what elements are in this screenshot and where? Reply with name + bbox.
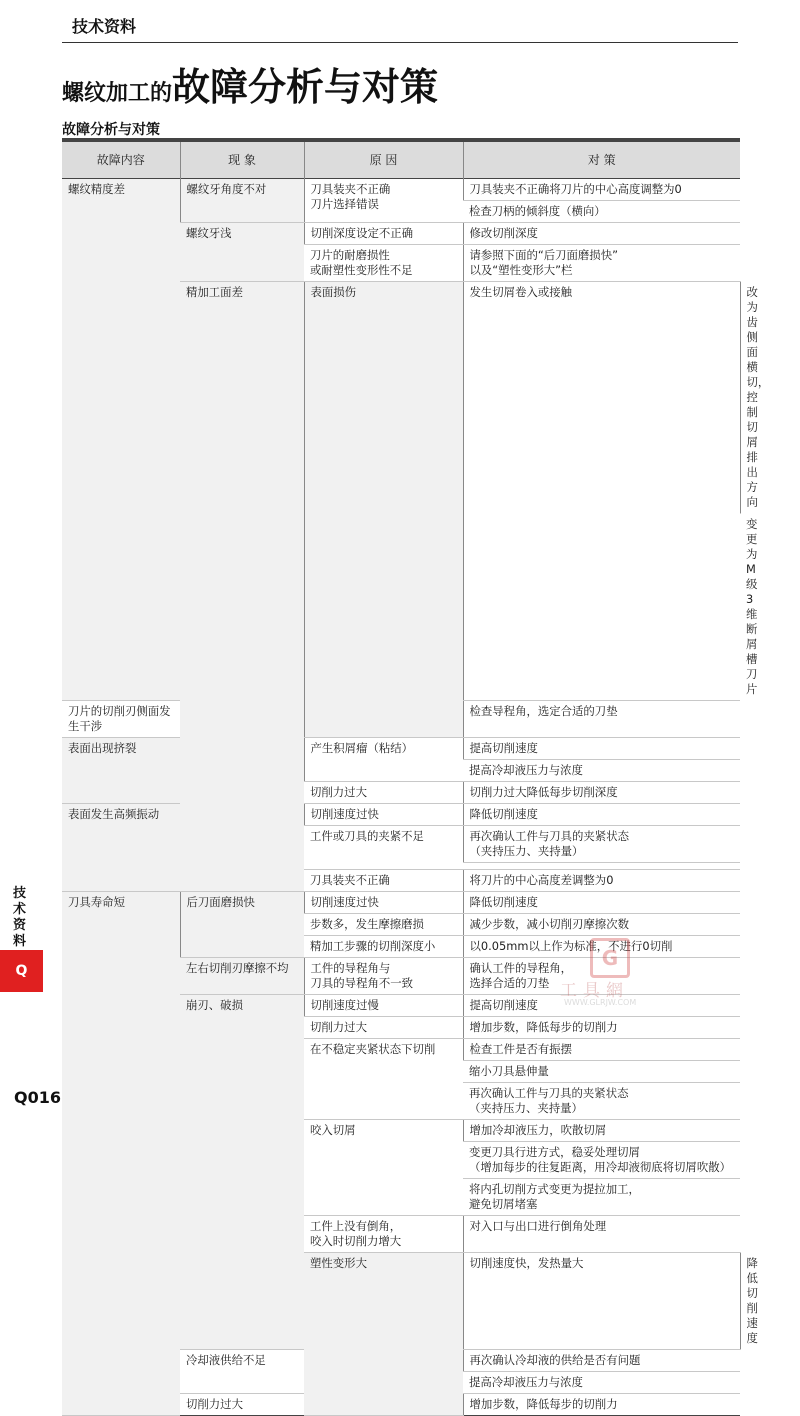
page-title — [62, 56, 438, 111]
column-header: 故障内容 — [96, 152, 145, 167]
measure-cell: 提高冷却液压力与浓度 — [463, 760, 740, 782]
table-row: 塑性变形大 切削速度快，发热量大 降低切削速度 — [62, 1253, 740, 1350]
measure-cell: 再次确认工件与刀具的夹紧状态 （夹持压力、夹持量） — [463, 826, 740, 863]
measure-cell: 增加冷却液压力，吹散切屑 — [463, 1120, 740, 1142]
table-row — [62, 804, 740, 826]
measure-cell — [463, 863, 740, 870]
cause-cell: 切削速度过快 — [304, 804, 463, 826]
table-row: 精加工面差 表面损伤 发生切屑卷入或接触 改为齿侧面横切， 控制切屑排出方向 — [62, 282, 740, 514]
symptom-cell: 表面发生高频振动 — [62, 804, 180, 892]
measure-cell: 缩小刀具悬伸量 — [463, 1061, 740, 1083]
cause-cell: 切削力过大 — [304, 782, 463, 804]
cause-cell: 刀具装夹不正确 — [304, 870, 463, 892]
cause-cell: 咬入切屑 — [304, 1120, 463, 1216]
cause-cell: 刀具装夹不正确 刀片选择错误 — [304, 179, 463, 223]
measure-cell: 对入口与出口进行倒角处理 — [463, 1216, 740, 1253]
table-row — [62, 738, 740, 760]
symptom-cell: 螺纹牙角度不对 — [180, 179, 304, 223]
measure-cell: 检查工件是否有振摆 — [463, 1039, 740, 1061]
title-prefix: 螺纹加工的 — [62, 81, 173, 106]
title-main: 故障分析与对策 — [172, 65, 439, 109]
measure-cell: 检查导程角，选定合适的刀垫 — [463, 701, 740, 738]
table-header-row — [62, 140, 740, 179]
watermark-logo-icon: G — [590, 938, 630, 978]
cause-cell: 产生积屑瘤（粘结） — [304, 738, 463, 782]
symptom-cell: 崩刃、破损 — [180, 995, 304, 1350]
table-subtitle: 故障分析与对策 — [62, 122, 160, 138]
cause-cell: 工件上没有倒角， 咬入时切削力增大 — [304, 1216, 463, 1253]
symptom-cell: 后刀面磨损快 — [180, 892, 304, 958]
watermark-text: 工具網 — [560, 981, 629, 1001]
side-tab-label: 技术资料 — [13, 886, 27, 949]
measure-cell: 降低切削速度 — [463, 804, 740, 826]
table-body — [62, 179, 770, 1416]
measure-cell: 提高切削速度 — [463, 995, 740, 1017]
measure-cell: 将刀片的中心高度差调整为0 — [463, 870, 740, 892]
watermark — [560, 938, 690, 1008]
fault-cell: 精加工面差 — [180, 282, 304, 892]
measure-cell: 以0.05mm以上作为标准，不进行0切削 — [463, 936, 740, 958]
cause-cell: 切削速度快，发热量大 — [463, 1253, 740, 1350]
measure-cell: 再次确认工件与刀具的夹紧状态 （夹持压力、夹持量） — [463, 1083, 740, 1120]
measure-cell: 修改切削深度 — [463, 223, 740, 245]
cause-cell: 工件的导程角与 刀具的导程角不一致 — [304, 958, 463, 995]
section-header: 技术资料 — [72, 17, 137, 36]
cause-cell: 步数多，发生摩擦磨损 — [304, 914, 463, 936]
measure-cell: 再次确认冷却液的供给是否有问题 — [463, 1349, 740, 1371]
cause-cell: 切削力过大 — [304, 1017, 463, 1039]
measure-cell: 将内孔切削方式变更为提拉加工， 避免切屑堵塞 — [463, 1179, 740, 1216]
measure-cell: 提高切削速度 — [463, 738, 740, 760]
measure-cell: 降低切削速度 — [463, 892, 740, 914]
cause-cell: 切削速度过慢 — [304, 995, 463, 1017]
cause-cell: 发生切屑卷入或接触 — [463, 282, 740, 701]
measure-cell: 提高冷却液压力与浓度 — [463, 1371, 740, 1393]
cause-cell: 冷却液供给不足 — [180, 1349, 304, 1393]
column-header: 原 因 — [304, 140, 463, 179]
measure-cell: 减少步数，减小切削刃摩擦次数 — [463, 914, 740, 936]
symptom-cell: 表面损伤 — [304, 282, 463, 738]
header-rule — [62, 42, 738, 43]
measure-cell: 变更刀具行进方式，稳妥处理切屑 （增加每步的往复距离，用冷却液彻底将切屑吹散） — [463, 1142, 740, 1179]
symptom-cell: 左右切削刃摩擦不均 — [180, 958, 304, 995]
fault-cell: 刀具寿命短 — [62, 892, 180, 1416]
table-row: 变更为M级3维断屑槽刀片 — [746, 517, 758, 696]
column-header: 现 象 — [180, 140, 304, 179]
measure-cell: 刀具装夹不正确将刀片的中心高度调整为0 — [463, 179, 740, 201]
symptom-cell: 表面出现挤裂 — [62, 738, 180, 804]
cause-cell: 在不稳定夹紧状态下切削 — [304, 1039, 463, 1120]
cause-cell: 工件或刀具的夹紧不足 — [304, 826, 463, 870]
cause-cell: 切削深度设定不正确 — [304, 223, 463, 245]
measure-cell: 确认工件的导程角， 选择合适的刀垫 — [463, 958, 740, 995]
table-row — [62, 892, 740, 914]
measure-cell: 增加步数，降低每步的切削力 — [463, 1017, 740, 1039]
measure-cell: 检查刀柄的倾斜度（横向） — [463, 201, 740, 223]
symptom-cell: 螺纹牙浅 — [180, 223, 304, 282]
cause-cell: 刀片的切削刃侧面发生干涉 — [62, 701, 180, 738]
symptom-cell: 塑性变形大 — [304, 1253, 463, 1416]
fault-cell: 螺纹精度差 — [62, 179, 180, 701]
cause-cell: 切削力过大 — [180, 1393, 304, 1415]
table-row — [62, 179, 740, 201]
troubleshooting-table — [62, 138, 770, 1416]
side-tab-letter: Q — [0, 950, 43, 992]
measure-cell: 增加步数，降低每步的切削力 — [463, 1393, 740, 1415]
cause-cell: 切削速度过快 — [304, 892, 463, 914]
measure-cell: 切削力过大降低每步切削深度 — [463, 782, 740, 804]
column-header: 对 策 — [463, 140, 740, 179]
cause-cell: 刀片的耐磨损性 或耐塑性变形性不足 — [304, 245, 463, 282]
measure-cell: 请参照下面的“后刀面磨损快” 以及“塑性变形大”栏 — [463, 245, 740, 282]
watermark-url: WWW.GLRJW.COM — [564, 998, 637, 1007]
troubleshooting-table-container — [62, 138, 770, 1416]
cause-cell: 精加工步骤的切削深度小 — [304, 936, 463, 958]
page-number: Q016 — [14, 1088, 61, 1107]
